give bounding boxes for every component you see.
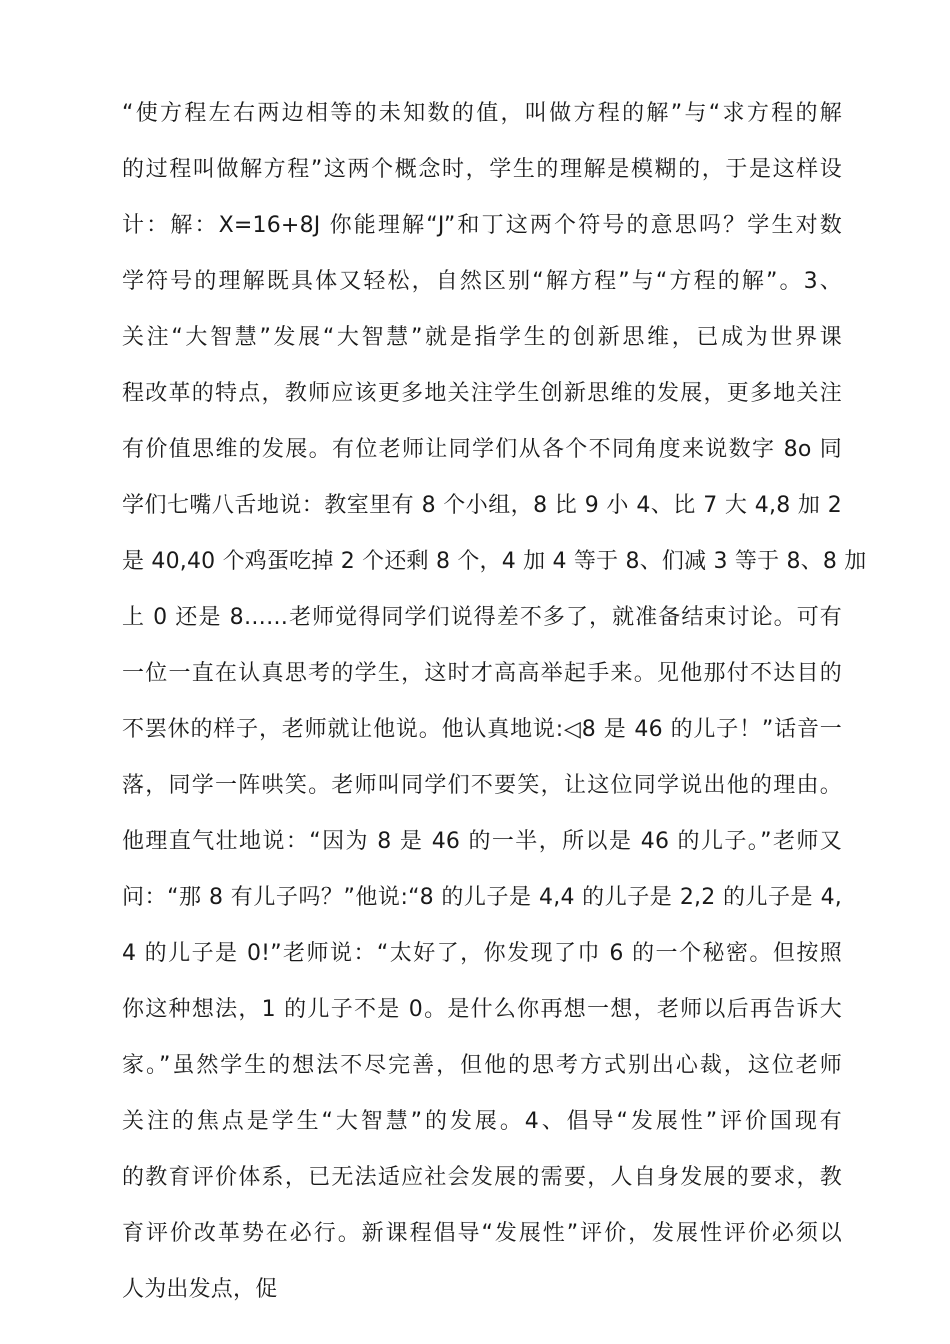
text-line: 计：解：X=16+8J 你能理解“J”和丁这两个符号的意思吗？学生对数 <box>122 213 842 238</box>
text-line: 学们七嘴八舌地说：教室里有 8 个小组，8 比 9 小 4、比 7 大 4,8 加 2 <box>122 493 842 518</box>
text-line: “使方程左右两边相等的未知数的值，叫做方程的解”与“求方程的解 <box>122 101 842 126</box>
text-line: 家。”虽然学生的想法不尽完善，但他的思考方式别出心裁，这位老师 <box>122 1053 842 1078</box>
text-line: 的教育评价体系，已无法适应社会发展的需要，人自身发展的要求，教 <box>122 1165 842 1190</box>
text-line: 落，同学一阵哄笑。老师叫同学们不要笑，让这位同学说出他的理由。 <box>122 773 842 798</box>
text-line: 你这种想法，1 的儿子不是 0。是什么你再想一想，老师以后再告诉大 <box>122 997 842 1022</box>
text-line: 不罢休的样子，老师就让他说。他认真地说:◁8 是 46 的儿子！”话音一 <box>122 717 842 742</box>
text-line: 有价值思维的发展。有位老师让同学们从各个不同角度来说数字 8o 同 <box>122 437 842 462</box>
text-line: 是 40,40 个鸡蛋吃掉 2 个还剩 8 个，4 加 4 等于 8、们减 3 等于 8、8 加 <box>122 549 867 574</box>
text-line: 关注“大智慧”发展“大智慧”就是指学生的创新思维，已成为世界课 <box>122 325 842 350</box>
text-line: 一位一直在认真思考的学生，这时才高高举起手来。见他那付不达目的 <box>122 661 842 686</box>
text-line: 上 0 还是 8……老师觉得同学们说得差不多了，就准备结束讨论。可有 <box>122 605 842 630</box>
text-line: 人为出发点，促 <box>122 1277 278 1302</box>
text-line: 学符号的理解既具体又轻松，自然区别“解方程”与“方程的解”。3、 <box>122 269 842 294</box>
text-line: 程改革的特点，教师应该更多地关注学生创新思维的发展，更多地关注 <box>122 381 842 406</box>
text-line: 问：“那 8 有儿子吗？”他说:“8 的儿子是 4,4 的儿子是 2,2 的儿子是 4, <box>122 885 842 910</box>
text-line: 的过程叫做解方程”这两个概念时，学生的理解是模糊的，于是这样设 <box>122 157 842 182</box>
text-line: 育评价改革势在必行。新课程倡导“发展性”评价，发展性评价必须以 <box>122 1221 842 1246</box>
text-line: 4 的儿子是 0!”老师说：“太好了，你发现了巾 6 的一个秘密。但按照 <box>122 941 842 966</box>
text-line: 关注的焦点是学生“大智慧”的发展。4、倡导“发展性”评价国现有 <box>122 1109 842 1134</box>
body-paragraph <box>122 86 867 1318</box>
text-line: 他理直气壮地说：“因为 8 是 46 的一半，所以是 46 的儿子。”老师又 <box>122 829 842 854</box>
